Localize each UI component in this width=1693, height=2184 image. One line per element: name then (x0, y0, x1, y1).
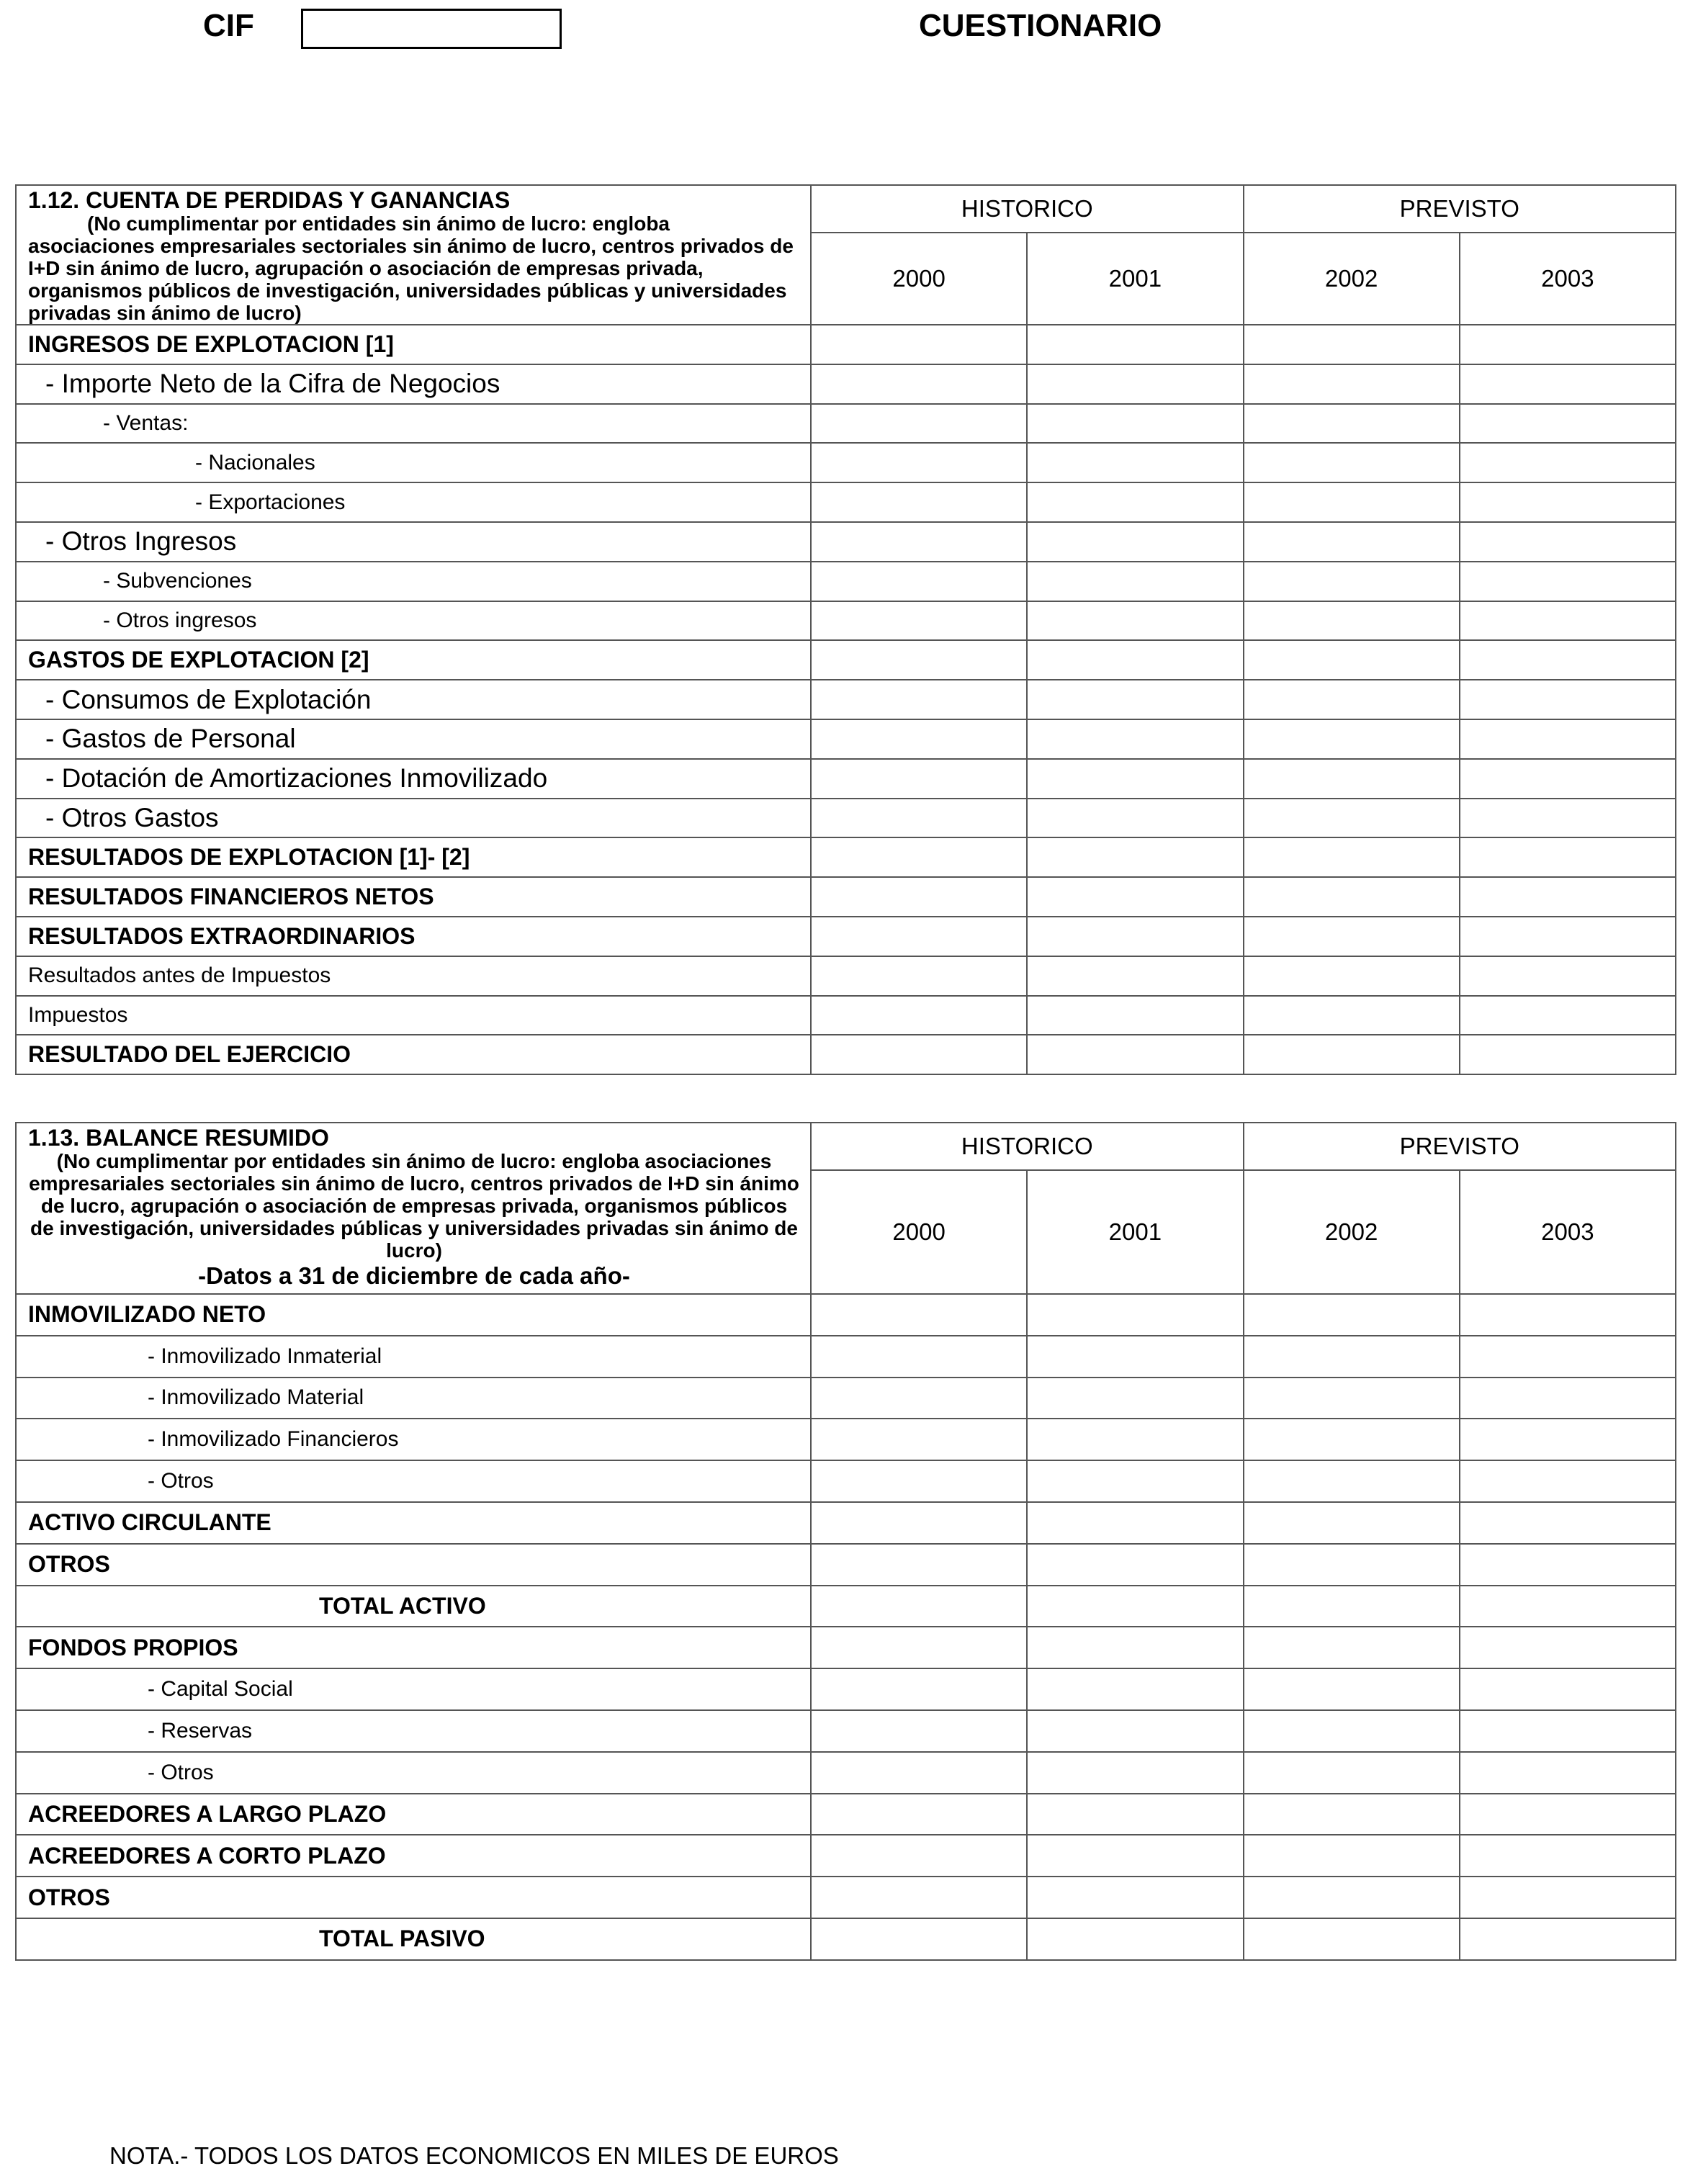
value-cell-2003[interactable] (1460, 1627, 1676, 1668)
table-row (16, 1502, 1676, 1544)
table-row (16, 956, 1676, 996)
value-cell-2001[interactable] (1027, 1877, 1243, 1918)
value-cell-2001[interactable] (1027, 1035, 1243, 1074)
value-cell-2002[interactable] (1244, 837, 1460, 877)
value-cell-2001[interactable] (1027, 719, 1243, 759)
value-cell-2002[interactable] (1244, 1627, 1460, 1668)
value-cell-2000[interactable] (811, 996, 1027, 1035)
table-row (16, 1378, 1676, 1419)
value-cell-2001[interactable] (1027, 1378, 1243, 1419)
value-cell-2000[interactable] (811, 1502, 1027, 1544)
value-cell-2001[interactable] (1027, 1752, 1243, 1794)
value-cell-2001[interactable] (1027, 759, 1243, 799)
value-cell-2002[interactable] (1244, 640, 1460, 680)
value-cell-2002[interactable] (1244, 1460, 1460, 1502)
value-cell-2002[interactable] (1244, 956, 1460, 996)
table-row (16, 640, 1676, 680)
row-label: - Subvenciones (16, 562, 811, 601)
value-cell-2000[interactable] (811, 482, 1027, 522)
value-cell-2002[interactable] (1244, 482, 1460, 522)
value-cell-2003[interactable] (1460, 996, 1676, 1035)
table-row (16, 1627, 1676, 1668)
row-label: Impuestos (16, 996, 811, 1035)
row-label: RESULTADOS EXTRAORDINARIOS (16, 917, 811, 956)
value-cell-2003[interactable] (1460, 325, 1676, 364)
table-row (16, 1035, 1676, 1074)
value-cell-2002[interactable] (1244, 601, 1460, 641)
value-cell-2000[interactable] (811, 1877, 1027, 1918)
row-label: - Importe Neto de la Cifra de Negocios (16, 364, 811, 404)
footer-note: NOTA.- TODOS LOS DATOS ECONOMICOS EN MILES DE EUROS (109, 2142, 839, 2169)
value-cell-2000[interactable] (811, 956, 1027, 996)
value-cell-2000[interactable] (811, 759, 1027, 799)
value-cell-2001[interactable] (1027, 837, 1243, 877)
row-label: - Inmovilizado Inmaterial (16, 1336, 811, 1378)
row-label: - Exportaciones (16, 482, 811, 522)
value-cell-2003[interactable] (1460, 1710, 1676, 1752)
row-label: - Inmovilizado Financieros (16, 1419, 811, 1460)
value-cell-2002[interactable] (1244, 562, 1460, 601)
balance-table (15, 1122, 1676, 1961)
table-row (16, 996, 1676, 1035)
value-cell-2001[interactable] (1027, 1794, 1243, 1835)
value-cell-2000[interactable] (811, 404, 1027, 444)
table-row (16, 1835, 1676, 1877)
value-cell-2001[interactable] (1027, 1835, 1243, 1877)
value-cell-2000[interactable] (811, 364, 1027, 404)
value-cell-2001[interactable] (1027, 877, 1243, 917)
section-note: (No cumplimentar por entidades sin ánimo de lucro: engloba asociaciones empresariales sectoriales sin ánimo de lucro, centros privados de I+D sin ánimo de lucro, agrupación o asociación de empresas privada, organismos públicos de investigación, universidades públicas y universidades privadas sin ánimo de lucro) (29, 1150, 799, 1262)
value-cell-2000[interactable] (811, 1710, 1027, 1752)
value-cell-2001[interactable] (1027, 956, 1243, 996)
value-cell-2000[interactable] (811, 680, 1027, 719)
value-cell-2001[interactable] (1027, 1918, 1243, 1960)
value-cell-2002[interactable] (1244, 1419, 1460, 1460)
year-header: 2002 (1244, 233, 1460, 325)
table-row (16, 364, 1676, 404)
table-row (16, 522, 1676, 562)
value-cell-2003[interactable] (1460, 1586, 1676, 1627)
table-row (16, 443, 1676, 482)
value-cell-2000[interactable] (811, 877, 1027, 917)
value-cell-2001[interactable] (1027, 799, 1243, 838)
value-cell-2003[interactable] (1460, 1035, 1676, 1074)
value-cell-2003[interactable] (1460, 522, 1676, 562)
value-cell-2002[interactable] (1244, 917, 1460, 956)
row-label: ACTIVO CIRCULANTE (16, 1502, 811, 1544)
value-cell-2003[interactable] (1460, 640, 1676, 680)
value-cell-2002[interactable] (1244, 1586, 1460, 1627)
value-cell-2002[interactable] (1244, 364, 1460, 404)
value-cell-2001[interactable] (1027, 1586, 1243, 1627)
value-cell-2000[interactable] (811, 325, 1027, 364)
value-cell-2003[interactable] (1460, 837, 1676, 877)
row-label: INGRESOS DE EXPLOTACION [1] (16, 325, 811, 364)
row-label: - Nacionales (16, 443, 811, 482)
value-cell-2003[interactable] (1460, 917, 1676, 956)
value-cell-2001[interactable] (1027, 1460, 1243, 1502)
year-header: 2001 (1027, 1170, 1243, 1294)
row-label: TOTAL ACTIVO (16, 1586, 811, 1627)
table-row (16, 1586, 1676, 1627)
row-label: - Reservas (16, 1710, 811, 1752)
value-cell-2003[interactable] (1460, 1336, 1676, 1378)
group-historico: HISTORICO (811, 1123, 1244, 1170)
value-cell-2000[interactable] (811, 1294, 1027, 1336)
row-label: ACREEDORES A LARGO PLAZO (16, 1794, 811, 1835)
value-cell-2001[interactable] (1027, 325, 1243, 364)
row-label: FONDOS PROPIOS (16, 1627, 811, 1668)
value-cell-2000[interactable] (811, 1794, 1027, 1835)
value-cell-2000[interactable] (811, 601, 1027, 641)
row-label: - Gastos de Personal (16, 719, 811, 759)
value-cell-2003[interactable] (1460, 1294, 1676, 1336)
table-row (16, 1877, 1676, 1918)
value-cell-2000[interactable] (811, 1336, 1027, 1378)
value-cell-2002[interactable] (1244, 996, 1460, 1035)
value-cell-2001[interactable] (1027, 1294, 1243, 1336)
row-label: - Inmovilizado Material (16, 1378, 811, 1419)
table-row (16, 1668, 1676, 1710)
value-cell-2003[interactable] (1460, 680, 1676, 719)
cif-label: CIF (203, 8, 254, 43)
row-label: RESULTADOS FINANCIEROS NETOS (16, 877, 811, 917)
group-previsto: PREVISTO (1244, 185, 1676, 233)
row-label: - Otros (16, 1460, 811, 1502)
value-cell-2000[interactable] (811, 1835, 1027, 1877)
value-cell-2000[interactable] (811, 1378, 1027, 1419)
value-cell-2001[interactable] (1027, 1710, 1243, 1752)
table-row (16, 1336, 1676, 1378)
value-cell-2002[interactable] (1244, 719, 1460, 759)
value-cell-2001[interactable] (1027, 1502, 1243, 1544)
table-row (16, 601, 1676, 641)
value-cell-2003[interactable] (1460, 1378, 1676, 1419)
value-cell-2001[interactable] (1027, 601, 1243, 641)
profit-loss-table (15, 184, 1676, 1075)
value-cell-2002[interactable] (1244, 1918, 1460, 1960)
value-cell-2002[interactable] (1244, 404, 1460, 444)
value-cell-2001[interactable] (1027, 482, 1243, 522)
value-cell-2003[interactable] (1460, 1752, 1676, 1794)
value-cell-2002[interactable] (1244, 325, 1460, 364)
value-cell-2003[interactable] (1460, 1918, 1676, 1960)
value-cell-2003[interactable] (1460, 719, 1676, 759)
table-row (16, 404, 1676, 444)
group-previsto: PREVISTO (1244, 1123, 1676, 1170)
value-cell-2001[interactable] (1027, 917, 1243, 956)
row-label: - Otros Ingresos (16, 522, 811, 562)
value-cell-2000[interactable] (811, 1586, 1027, 1627)
value-cell-2002[interactable] (1244, 1502, 1460, 1544)
value-cell-2001[interactable] (1027, 522, 1243, 562)
row-label: OTROS (16, 1877, 811, 1918)
value-cell-2002[interactable] (1244, 1035, 1460, 1074)
value-cell-2000[interactable] (811, 1544, 1027, 1586)
row-label: RESULTADO DEL EJERCICIO (16, 1035, 811, 1074)
value-cell-2003[interactable] (1460, 759, 1676, 799)
value-cell-2000[interactable] (811, 443, 1027, 482)
value-cell-2002[interactable] (1244, 1710, 1460, 1752)
value-cell-2002[interactable] (1244, 443, 1460, 482)
table-row (16, 1544, 1676, 1586)
value-cell-2000[interactable] (811, 562, 1027, 601)
value-cell-2001[interactable] (1027, 1419, 1243, 1460)
value-cell-2001[interactable] (1027, 1627, 1243, 1668)
value-cell-2003[interactable] (1460, 956, 1676, 996)
value-cell-2003[interactable] (1460, 443, 1676, 482)
value-cell-2000[interactable] (811, 640, 1027, 680)
table-row (16, 719, 1676, 759)
value-cell-2003[interactable] (1460, 1419, 1676, 1460)
value-cell-2001[interactable] (1027, 364, 1243, 404)
table-row (16, 482, 1676, 522)
year-header: 2002 (1244, 1170, 1460, 1294)
value-cell-2000[interactable] (811, 799, 1027, 838)
row-label: OTROS (16, 1544, 811, 1586)
row-label: INMOVILIZADO NETO (16, 1294, 811, 1336)
value-cell-2002[interactable] (1244, 1378, 1460, 1419)
value-cell-2000[interactable] (811, 1627, 1027, 1668)
section-title-cell (16, 1123, 811, 1294)
value-cell-2002[interactable] (1244, 1336, 1460, 1378)
section-title-cell (16, 185, 811, 325)
row-label: - Consumos de Explotación (16, 680, 811, 719)
value-cell-2000[interactable] (811, 1035, 1027, 1074)
row-label: - Capital Social (16, 1668, 811, 1710)
value-cell-2000[interactable] (811, 1460, 1027, 1502)
table-row (16, 680, 1676, 719)
row-label: - Otros ingresos (16, 601, 811, 641)
value-cell-2000[interactable] (811, 1918, 1027, 1960)
table-row (16, 1710, 1676, 1752)
value-cell-2000[interactable] (811, 917, 1027, 956)
page-title: CUESTIONARIO (919, 8, 1162, 43)
value-cell-2001[interactable] (1027, 443, 1243, 482)
value-cell-2002[interactable] (1244, 680, 1460, 719)
table-row (16, 799, 1676, 838)
value-cell-2003[interactable] (1460, 1544, 1676, 1586)
value-cell-2002[interactable] (1244, 877, 1460, 917)
value-cell-2003[interactable] (1460, 1835, 1676, 1877)
value-cell-2000[interactable] (811, 1668, 1027, 1710)
table-row (16, 877, 1676, 917)
row-label: - Dotación de Amortizaciones Inmovilizado (16, 759, 811, 799)
table-row (16, 917, 1676, 956)
value-cell-2000[interactable] (811, 522, 1027, 562)
value-cell-2002[interactable] (1244, 1835, 1460, 1877)
section-subtitle: -Datos a 31 de diciembre de cada año- (198, 1262, 630, 1289)
table-row (16, 1419, 1676, 1460)
value-cell-2001[interactable] (1027, 404, 1243, 444)
table-row (16, 1460, 1676, 1502)
value-cell-2003[interactable] (1460, 1794, 1676, 1835)
value-cell-2002[interactable] (1244, 1544, 1460, 1586)
value-cell-2000[interactable] (811, 1752, 1027, 1794)
value-cell-2000[interactable] (811, 719, 1027, 759)
year-header: 2003 (1460, 233, 1676, 325)
value-cell-2003[interactable] (1460, 364, 1676, 404)
value-cell-2003[interactable] (1460, 1460, 1676, 1502)
year-header: 2003 (1460, 1170, 1676, 1294)
value-cell-2003[interactable] (1460, 482, 1676, 522)
row-label: ACREEDORES A CORTO PLAZO (16, 1835, 811, 1877)
year-header: 2001 (1027, 233, 1243, 325)
value-cell-2003[interactable] (1460, 404, 1676, 444)
value-cell-2001[interactable] (1027, 1544, 1243, 1586)
row-label: Resultados antes de Impuestos (16, 956, 811, 996)
section-title: 1.13. BALANCE RESUMIDO (28, 1125, 329, 1151)
cif-input[interactable] (301, 9, 562, 49)
year-header: 2000 (811, 1170, 1027, 1294)
value-cell-2002[interactable] (1244, 1752, 1460, 1794)
row-label: RESULTADOS DE EXPLOTACION [1]- [2] (16, 837, 811, 877)
value-cell-2003[interactable] (1460, 562, 1676, 601)
value-cell-2002[interactable] (1244, 1668, 1460, 1710)
value-cell-2003[interactable] (1460, 799, 1676, 838)
value-cell-2002[interactable] (1244, 1794, 1460, 1835)
value-cell-2001[interactable] (1027, 562, 1243, 601)
value-cell-2001[interactable] (1027, 640, 1243, 680)
value-cell-2002[interactable] (1244, 759, 1460, 799)
value-cell-2001[interactable] (1027, 1668, 1243, 1710)
value-cell-2003[interactable] (1460, 601, 1676, 641)
value-cell-2002[interactable] (1244, 522, 1460, 562)
row-label: GASTOS DE EXPLOTACION [2] (16, 640, 811, 680)
table-row (16, 837, 1676, 877)
section-note: (No cumplimentar por entidades sin ánimo de lucro: engloba asociaciones empresariales sectoriales sin ánimo de lucro, centros privados de I+D sin ánimo de lucro, agrupación o asociación de empresas privada, organismos públicos de investigación, universidades públicas y universidades privadas sin ánimo de lucro) (28, 212, 794, 324)
section-title: 1.12. CUENTA DE PERDIDAS Y GANANCIAS (28, 187, 511, 213)
value-cell-2000[interactable] (811, 1419, 1027, 1460)
row-label: TOTAL PASIVO (16, 1918, 811, 1960)
value-cell-2003[interactable] (1460, 877, 1676, 917)
table-row (16, 1752, 1676, 1794)
value-cell-2002[interactable] (1244, 799, 1460, 838)
value-cell-2001[interactable] (1027, 1336, 1243, 1378)
value-cell-2001[interactable] (1027, 680, 1243, 719)
year-header: 2000 (811, 233, 1027, 325)
value-cell-2000[interactable] (811, 837, 1027, 877)
value-cell-2001[interactable] (1027, 996, 1243, 1035)
table-row (16, 325, 1676, 364)
table-row (16, 562, 1676, 601)
row-label: - Ventas: (16, 404, 811, 444)
value-cell-2003[interactable] (1460, 1502, 1676, 1544)
row-label: - Otros (16, 1752, 811, 1794)
value-cell-2003[interactable] (1460, 1668, 1676, 1710)
value-cell-2003[interactable] (1460, 1877, 1676, 1918)
value-cell-2002[interactable] (1244, 1877, 1460, 1918)
group-historico: HISTORICO (811, 185, 1244, 233)
table-row (16, 759, 1676, 799)
table-row (16, 1918, 1676, 1960)
value-cell-2002[interactable] (1244, 1294, 1460, 1336)
table-row (16, 1294, 1676, 1336)
table-row (16, 1794, 1676, 1835)
row-label: - Otros Gastos (16, 799, 811, 838)
